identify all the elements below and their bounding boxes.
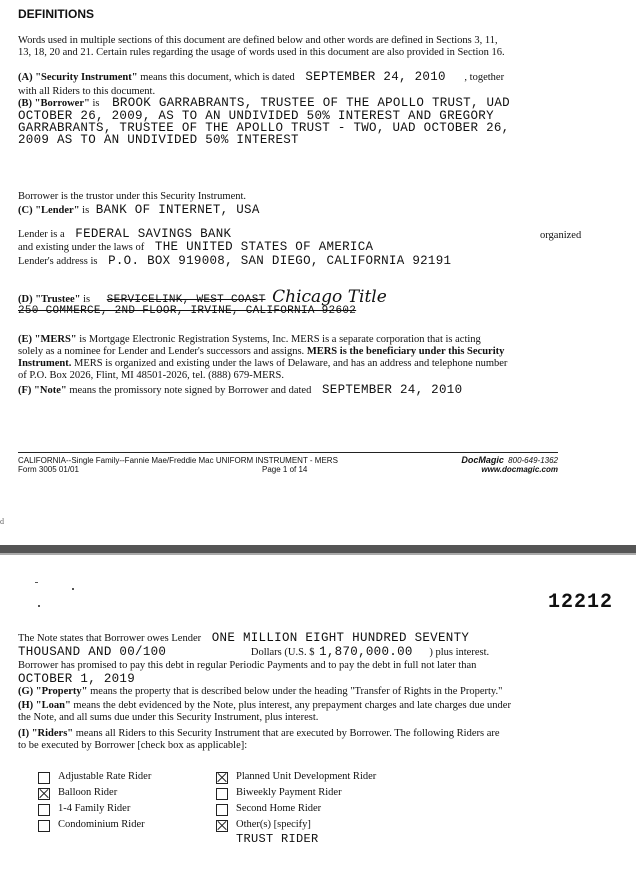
checkbox-second-home-rider[interactable]	[216, 804, 228, 816]
definition-text: Borrower has promised to pay this debt in regular Periodic Payments and to pay the debt in full not later than	[18, 660, 477, 671]
definition-text: of P.O. Box 2026, Flint, MI 48501-2026, tel. (888) 679-MERS.	[18, 370, 285, 381]
definition-text: means the promissory note signed by Borrower and dated	[66, 385, 312, 396]
definition-label: (I) "Riders"	[18, 728, 74, 739]
footer-page: Page 1 of 14	[262, 465, 308, 474]
lender-value: BANK OF INTERNET, USA	[95, 203, 260, 217]
rider-label: Condominium Rider	[58, 819, 145, 830]
page-number-stamp: 12212	[548, 591, 614, 614]
definition-label: (D) "Trustee"	[18, 294, 81, 305]
docmagic-logo: DocMagic	[461, 455, 504, 465]
definition-text: , together	[464, 72, 505, 83]
amount-value: 1,870,000.00	[319, 645, 413, 659]
definition-text: means all Riders to this Security Instrument that are executed by Borrower. The following Riders are	[73, 728, 500, 739]
maturity-date: OCTOBER 1, 2019	[18, 672, 136, 686]
intro-line: Words used in multiple sections of this document are defined below and other words are defined in Sections 3, 11,	[18, 35, 498, 46]
checkbox-adjustable-rate-rider[interactable]	[38, 772, 50, 784]
rider-label: Other(s) [specify]	[236, 819, 311, 830]
note-amount-paragraph	[18, 632, 628, 685]
definition-label: (G) "Property"	[18, 686, 88, 697]
checkbox-biweekly-payment-rider[interactable]	[216, 788, 228, 800]
definition-text: is	[89, 98, 100, 109]
rider-label: Second Home Rider	[236, 803, 322, 814]
borrower-value: GARRABRANTS, TRUSTEE OF THE APOLLO TRUST - TWO, UAD OCTOBER 26,	[18, 121, 510, 135]
laws-line	[18, 241, 373, 254]
definition-f	[18, 384, 628, 397]
laws-value: THE UNITED STATES OF AMERICA	[154, 240, 374, 254]
checkbox-balloon-rider[interactable]	[38, 788, 50, 800]
other-rider-specify: TRUST RIDER	[236, 832, 319, 846]
footer-url: www.docmagic.com	[481, 465, 558, 474]
definition-text: means this document, which is dated	[137, 72, 295, 83]
note-date-value: SEPTEMBER 24, 2010	[321, 383, 463, 397]
definition-text: Lender's address is	[18, 256, 98, 267]
definition-text: to be executed by Borrower [check box as applicable]:	[18, 740, 248, 751]
definition-text: The Note states that Borrower owes Lender	[18, 633, 202, 644]
definition-text: Dollars (U.S. $	[250, 647, 315, 658]
borrower-value: OCTOBER 26, 2009, AS TO AN UNDIVIDED 50% INTEREST AND GREGORY	[18, 109, 494, 123]
footer-right	[424, 456, 558, 474]
definition-text: is	[79, 205, 90, 216]
rider-label: 1-4 Family Rider	[58, 803, 131, 814]
definition-text: is	[80, 294, 91, 305]
borrower-value: BROOK GARRABRANTS, TRUSTEE OF THE APOLLO TRUST, UAD	[112, 96, 510, 110]
definition-label: (C) "Lender"	[18, 205, 80, 216]
amount-in-words: THOUSAND AND 00/100	[18, 645, 167, 659]
checkbox-pud-rider[interactable]	[216, 772, 228, 784]
definition-a	[18, 71, 628, 98]
rider-label: Planned Unit Development Rider	[236, 771, 377, 782]
lender-address-value: P.O. BOX 919008, SAN DIEGO, CALIFORNIA 92191	[108, 254, 452, 268]
definition-text: means the property that is described below under the heading "Transfer of Rights in the Property."	[87, 686, 503, 697]
lender-address-line	[18, 255, 451, 268]
scan-speck	[72, 588, 74, 590]
definition-d	[18, 287, 628, 317]
handwritten-trustee: Chicago Title	[272, 287, 387, 307]
section-heading: DEFINITIONS	[18, 7, 95, 21]
definition-text: MERS is the beneficiary under this Security	[306, 346, 505, 357]
dated-value: SEPTEMBER 24, 2010	[305, 70, 446, 84]
definition-text: the Note, and all sums due under this Security Instrument, plus interest.	[18, 712, 319, 723]
definition-label: (H) "Loan"	[18, 700, 71, 711]
borrower-value: 2009 AS TO AN UNDIVIDED 50% INTEREST	[18, 133, 299, 147]
definition-g	[18, 686, 628, 698]
scan-speck	[35, 582, 38, 583]
checkbox-1-4-family-rider[interactable]	[38, 804, 50, 816]
checkbox-other-rider[interactable]	[216, 820, 228, 832]
organized-text: organized	[540, 230, 582, 241]
footer-phone: 800-649-1362	[508, 456, 558, 465]
definition-label: (F) "Note"	[18, 385, 67, 396]
rider-label: Balloon Rider	[58, 787, 118, 798]
rider-label: Adjustable Rate Rider	[58, 771, 152, 782]
definition-text: Lender is a	[18, 229, 65, 240]
definition-text: means the debt evidenced by the Note, plus interest, any prepayment charges and late charges due under	[70, 700, 511, 711]
definition-b	[18, 97, 628, 146]
struck-trustee-name: SERVICELINK, WEST COAST	[106, 294, 266, 306]
definition-text: solely as a nominee for Lender and Lender's successors and assigns.	[18, 346, 307, 357]
definition-label: (A) "Security Instrument"	[18, 72, 138, 83]
definition-text: is Mortgage Electronic Registration Systems, Inc. MERS is a separate corporation that is acting	[76, 334, 481, 345]
definition-text: with all Riders to this document.	[18, 86, 156, 97]
definition-e	[18, 334, 628, 382]
definition-label: (B) "Borrower"	[18, 98, 90, 109]
amount-in-words: ONE MILLION EIGHT HUNDRED SEVENTY	[211, 631, 470, 645]
footer-form-number: Form 3005 01/01	[18, 465, 79, 474]
page-separator-shadow	[0, 553, 636, 555]
footer-rule	[18, 452, 558, 453]
definition-h	[18, 700, 628, 724]
definition-text: and existing under the laws of	[18, 242, 145, 253]
definition-label: (E) "MERS"	[18, 334, 77, 345]
definition-text: ) plus interest.	[429, 647, 490, 658]
intro-paragraph	[18, 35, 618, 59]
definition-c	[18, 204, 260, 217]
checkbox-condominium-rider[interactable]	[38, 820, 50, 832]
footer-form-title: CALIFORNIA--Single Family--Fannie Mae/Freddie Mac UNIFORM INSTRUMENT - MERS	[18, 456, 338, 465]
definition-text: MERS is organized and existing under the laws of Delaware, and has an address and telephone number	[71, 358, 508, 369]
rider-label: Biweekly Payment Rider	[236, 787, 342, 798]
trustor-statement: Borrower is the trustor under this Security Instrument.	[18, 191, 247, 202]
definition-text: Instrument.	[18, 358, 72, 369]
lender-type-value: FEDERAL SAVINGS BANK	[75, 227, 232, 241]
margin-mark: d	[0, 517, 4, 526]
scan-speck	[38, 605, 40, 607]
page-separator	[0, 545, 636, 553]
definition-i	[18, 728, 628, 752]
intro-line: 13, 18, 20 and 21. Certain rules regarding the usage of words used in this document are also provided in Section 16.	[18, 47, 505, 58]
struck-trustee-address: 250 COMMERCE, 2ND FLOOR, IRVINE, CALIFORNIA 92602	[18, 305, 357, 317]
